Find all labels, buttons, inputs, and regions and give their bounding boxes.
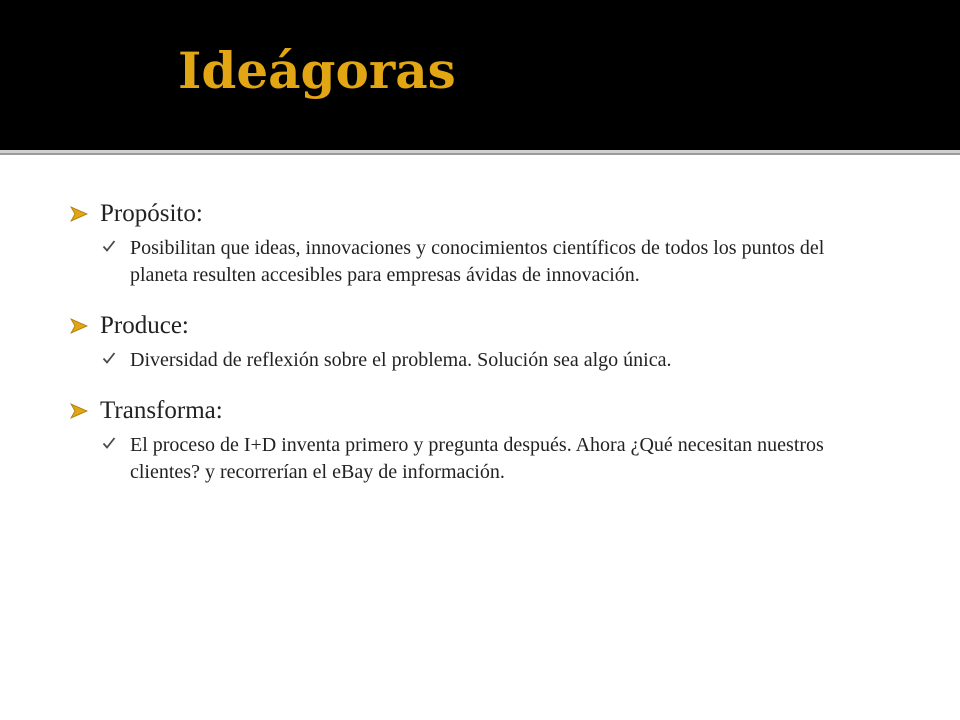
checkmark-icon: [102, 235, 130, 258]
checkmark-icon: [102, 432, 130, 455]
arrow-bullet-icon: [70, 403, 100, 419]
slide-body: [70, 195, 930, 486]
sub-bullet-text: El proceso de I+D inventa primero y pregunta después. Ahora ¿Qué necesitan nuestros clientes? y recorrerían el eBay de información.: [130, 434, 824, 483]
bullet-section-transforma: [70, 392, 930, 486]
title-divider-dark: [0, 153, 960, 155]
sub-bullet-item: [102, 347, 930, 374]
bullet-heading-row: [70, 307, 930, 345]
bullet-heading: Propósito:: [100, 200, 203, 227]
bullet-section-produce: [70, 307, 930, 374]
title-bar: [0, 0, 960, 150]
slide-title: Ideágoras: [178, 41, 456, 100]
sub-bullet-item: [102, 235, 930, 289]
sub-bullet-text: Posibilitan que ideas, innovaciones y conocimientos científicos de todos los puntos del planeta resulten accesibles para empresas ávidas de innovación.: [130, 237, 825, 286]
bullet-heading: Transforma:: [100, 397, 223, 424]
bullet-section-proposito: [70, 195, 930, 289]
sub-bullet-item: [102, 432, 930, 486]
sub-bullet-text: Diversidad de reflexión sobre el problema. Solución sea algo única.: [130, 349, 672, 371]
bullet-heading-row: [70, 195, 930, 233]
arrow-bullet-icon: [70, 318, 100, 334]
bullet-heading-row: [70, 392, 930, 430]
arrow-bullet-icon: [70, 206, 100, 222]
checkmark-icon: [102, 347, 130, 370]
bullet-heading: Produce:: [100, 312, 189, 339]
